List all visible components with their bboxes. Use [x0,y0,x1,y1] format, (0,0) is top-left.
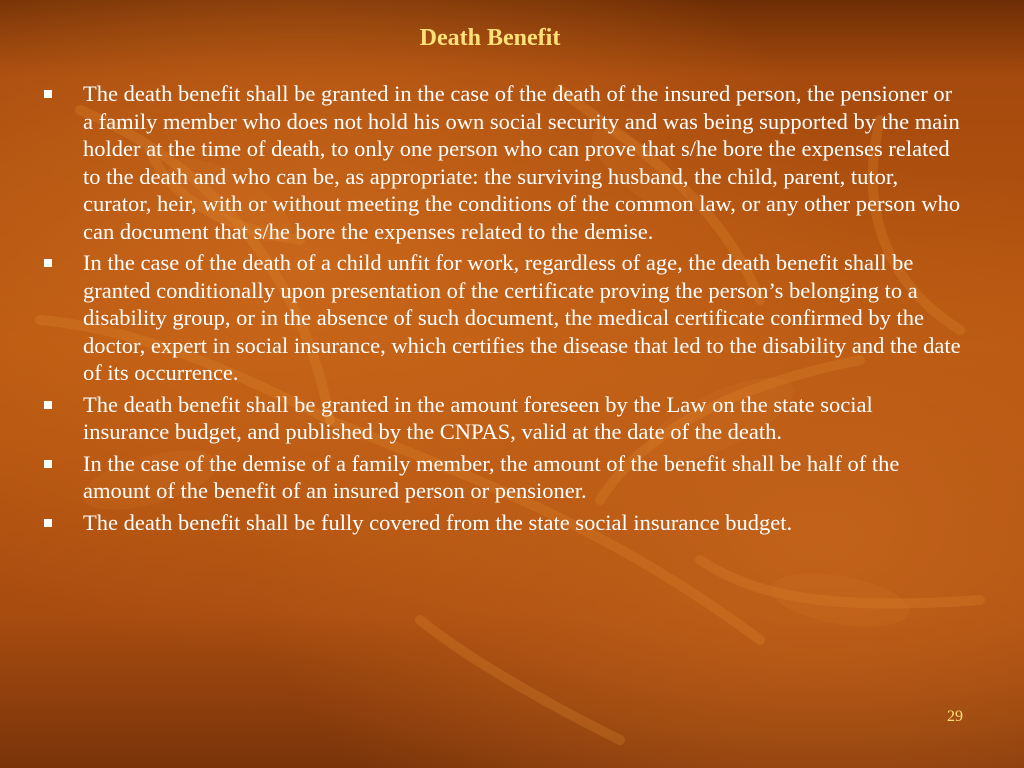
bullet-item [44,249,964,387]
bullet-text: The death benefit shall be fully covered from the state social insurance budget. [83,509,793,535]
square-bullet-icon [44,259,52,267]
bullet-item [44,391,964,446]
page-number: 29 [947,708,963,725]
bullet-text: The death benefit shall be granted in the amount foreseen by the Law on the state social insurance budget, and published by the CNPAS, valid at the date of the death. [83,391,873,444]
bullet-item [44,450,964,505]
bullet-text: In the case of the demise of a family member, the amount of the benefit shall be half of the amount of the benefit of an insured person or pensioner. [83,450,900,503]
bullet-text: In the case of the death of a child unfit for work, regardless of age, the death benefit shall be granted conditionally upon presentation of the certificate proving the person’s belonging to a disability group, or in the absence of such document, the medical certificate confirmed by the doctor, expert in social insurance, which certifies the disease that led to the disability and the date of its occurrence. [83,250,961,385]
square-bullet-icon [44,401,52,409]
bullet-list [44,80,964,536]
square-bullet-icon [44,519,52,527]
bullet-item [44,80,964,245]
bullet-item [44,509,964,537]
square-bullet-icon [44,90,52,98]
square-bullet-icon [44,460,52,468]
bullet-text: The death benefit shall be granted in the case of the death of the insured person, the pensioner or a family member who does not hold his own social security and was being supported by the main holder at the time of death, to only one person who can prove that s/he bore the expenses related to the death and who can be, as appropriate: the surviving husband, the child, parent, tutor, curator, heir, with or without meeting the conditions of the common law, or any other person who can document that s/he bore the expenses related to the demise. [83,81,961,244]
bullet-list-container [44,80,964,540]
slide-title: Death Benefit [419,25,561,51]
